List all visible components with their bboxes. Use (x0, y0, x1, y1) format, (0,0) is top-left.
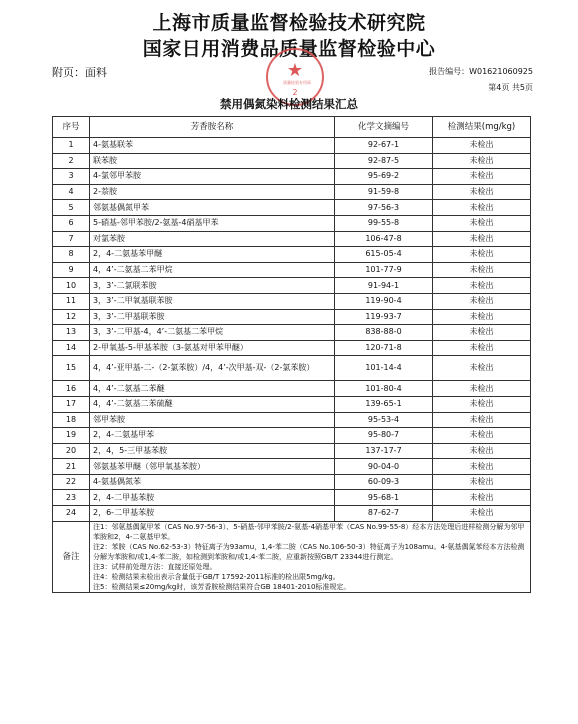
report-number: 报告编号：W01621060925 (429, 67, 533, 76)
amine-name: 邻氨基苯甲醚（邻甲氧基苯胺） (90, 459, 335, 475)
amine-name: 3，3’-二氯联苯胺 (90, 278, 335, 294)
test-result: 未检出 (433, 490, 531, 506)
amine-name: 4，4’-二氨基二苯硫醚 (90, 396, 335, 412)
cas-number: 90-04-0 (335, 459, 433, 475)
row-number: 14 (53, 340, 90, 356)
row-number: 4 (53, 184, 90, 200)
table-row (53, 506, 531, 522)
row-number: 11 (53, 293, 90, 309)
cas-number: 101-77-9 (335, 262, 433, 278)
row-number: 19 (53, 428, 90, 444)
column-header-no: 序号 (53, 117, 90, 138)
row-number: 21 (53, 459, 90, 475)
column-header-name: 芳香胺名称 (90, 117, 335, 138)
amine-name: 邻氨基偶氮甲苯 (90, 200, 335, 216)
row-number: 22 (53, 474, 90, 490)
test-result: 未检出 (433, 325, 531, 341)
amine-name: 2，4-二氨基甲苯 (90, 428, 335, 444)
note-3: 注3：试样前处理方法：直接还原处理。 (93, 562, 217, 571)
cas-number: 87-62-7 (335, 506, 433, 522)
table-row (53, 428, 531, 444)
amine-name: 3，3’-二甲氧基联苯胺 (90, 293, 335, 309)
test-result: 未检出 (433, 412, 531, 428)
test-result: 未检出 (433, 215, 531, 231)
test-result: 未检出 (433, 428, 531, 444)
row-number: 2 (53, 153, 90, 169)
cas-number: 120-71-8 (335, 340, 433, 356)
seal-number: 2 (292, 88, 298, 97)
table-row (53, 356, 531, 381)
cas-number: 101-14-4 (335, 356, 433, 381)
note-4: 注4：检测结果未检出表示含量低于GB/T 17592-2011标准的检出限5mg/kg。 (93, 572, 340, 581)
title-line-2: 国家日用消费品质量监督检验中心 (142, 38, 436, 60)
row-number: 20 (53, 443, 90, 459)
test-result: 未检出 (433, 184, 531, 200)
amine-name: 2，4-二氨基苯甲醚 (90, 247, 335, 263)
cas-number: 119-90-4 (335, 293, 433, 309)
table-row (53, 169, 531, 185)
table-row (53, 215, 531, 231)
table-row (53, 153, 531, 169)
table-row (53, 184, 531, 200)
amine-name: 邻甲苯胺 (90, 412, 335, 428)
table-row (53, 200, 531, 216)
test-result: 未检出 (433, 153, 531, 169)
column-header-cas: 化学文摘编号 (335, 117, 433, 138)
row-number: 1 (53, 138, 90, 154)
table-row (53, 396, 531, 412)
test-result: 未检出 (433, 340, 531, 356)
amine-name: 4，4’-亚甲基-二-（2-氯苯胺）/4，4’-次甲基-双-（2-氯苯胺） (90, 356, 335, 381)
row-number: 7 (53, 231, 90, 247)
table-row (53, 231, 531, 247)
test-result: 未检出 (433, 247, 531, 263)
table-title: 禁用偶氮染料检测结果汇总 (220, 97, 358, 111)
notes-row (53, 521, 531, 592)
amine-name: 对氯苯胺 (90, 231, 335, 247)
cas-number: 838-88-0 (335, 325, 433, 341)
test-result: 未检出 (433, 231, 531, 247)
cas-number: 119-93-7 (335, 309, 433, 325)
table-row (53, 247, 531, 263)
column-header-result: 检测结果(mg/kg) (433, 117, 531, 138)
seal-ring-text: 质量检验专用章 (283, 80, 311, 85)
table-header-row (53, 117, 531, 138)
cas-number: 95-80-7 (335, 428, 433, 444)
page-number: 第4页 共5页 (488, 83, 533, 92)
cas-number: 101-80-4 (335, 381, 433, 397)
cas-number: 137-17-7 (335, 443, 433, 459)
test-result: 未检出 (433, 396, 531, 412)
row-number: 18 (53, 412, 90, 428)
table-row (53, 490, 531, 506)
cas-number: 92-67-1 (335, 138, 433, 154)
cas-number: 60-09-3 (335, 474, 433, 490)
seal-star-icon: ★ (286, 60, 304, 81)
row-number: 8 (53, 247, 90, 263)
row-number: 15 (53, 356, 90, 381)
amine-name: 5-硝基-邻甲苯胺/2-氨基-4硝基甲苯 (90, 215, 335, 231)
results-table (52, 116, 531, 593)
cas-number: 91-94-1 (335, 278, 433, 294)
cas-number: 99-55-8 (335, 215, 433, 231)
attachment-label: 附页：面料 (52, 66, 107, 79)
cas-number: 139-65-1 (335, 396, 433, 412)
row-number: 10 (53, 278, 90, 294)
notes-label: 备注 (53, 521, 90, 592)
test-result: 未检出 (433, 169, 531, 185)
cas-number: 91-59-8 (335, 184, 433, 200)
amine-name: 2，4，5-三甲基苯胺 (90, 443, 335, 459)
table-row (53, 381, 531, 397)
amine-name: 2-甲氧基-5-甲基苯胺（3-氨基对甲苯甲醚） (90, 340, 335, 356)
table-row (53, 340, 531, 356)
row-number: 13 (53, 325, 90, 341)
cas-number: 615-05-4 (335, 247, 433, 263)
table-body (53, 138, 531, 522)
table-row (53, 138, 531, 154)
row-number: 16 (53, 381, 90, 397)
cas-number: 106-47-8 (335, 231, 433, 247)
test-result: 未检出 (433, 262, 531, 278)
amine-name: 4，4’-二氨基二苯甲烷 (90, 262, 335, 278)
title-line-1: 上海市质量监督检验技术研究院 (152, 12, 426, 34)
amine-name: 联苯胺 (90, 153, 335, 169)
amine-name: 4，4’-二氨基二苯醚 (90, 381, 335, 397)
cas-number: 92-87-5 (335, 153, 433, 169)
note-5: 注5：检测结果≤20mg/kg时，该芳香胺检测结果符合GB 18401-2010标准规定。 (93, 582, 351, 591)
amine-name: 4-氨基联苯 (90, 138, 335, 154)
row-number: 24 (53, 506, 90, 522)
amine-name: 2，4-二甲基苯胺 (90, 490, 335, 506)
cas-number: 97-56-3 (335, 200, 433, 216)
cas-number: 95-69-2 (335, 169, 433, 185)
amine-name: 2-萘胺 (90, 184, 335, 200)
test-result: 未检出 (433, 459, 531, 475)
notes-cell (90, 521, 531, 592)
row-number: 9 (53, 262, 90, 278)
table-row (53, 309, 531, 325)
test-result: 未检出 (433, 474, 531, 490)
table-row (53, 325, 531, 341)
row-number: 17 (53, 396, 90, 412)
table-row (53, 459, 531, 475)
note-1: 注1：邻氨基偶氮甲苯（CAS No.97-56-3）、5-硝基-邻甲苯胺/2-氨基-4硝基甲苯（CAS No.99-55-8）经本方法处理后进样检测分解为邻甲苯胺和2，4-二氨基甲苯。 (93, 522, 525, 541)
table-row (53, 443, 531, 459)
note-2: 注2：苯胺（CAS No.62-53-3）特征离子为93amu，1,4-苯二胺（CAS No.106-50-3）特征离子为108amu。4-氨基偶氮苯经本方法检测分解为苯胺和/或1,4-苯二胺，如检测到苯胺和/或1,4-苯二胺，应重新按照GB/T 23344进行测定。 (93, 542, 525, 561)
amine-name: 4-氯邻甲苯胺 (90, 169, 335, 185)
row-number: 12 (53, 309, 90, 325)
test-result: 未检出 (433, 381, 531, 397)
table-row (53, 293, 531, 309)
test-result: 未检出 (433, 443, 531, 459)
test-result: 未检出 (433, 309, 531, 325)
test-result: 未检出 (433, 138, 531, 154)
cas-number: 95-53-4 (335, 412, 433, 428)
cas-number: 95-68-1 (335, 490, 433, 506)
test-result: 未检出 (433, 293, 531, 309)
amine-name: 4-氨基偶氮苯 (90, 474, 335, 490)
amine-name: 3，3’-二甲基联苯胺 (90, 309, 335, 325)
table-row (53, 412, 531, 428)
amine-name: 2，6-二甲基苯胺 (90, 506, 335, 522)
amine-name: 3，3’-二甲基-4，4’-二氨基二苯甲烷 (90, 325, 335, 341)
test-result: 未检出 (433, 506, 531, 522)
test-result: 未检出 (433, 200, 531, 216)
table-row (53, 474, 531, 490)
row-number: 3 (53, 169, 90, 185)
table-row (53, 262, 531, 278)
table-row (53, 278, 531, 294)
row-number: 23 (53, 490, 90, 506)
row-number: 5 (53, 200, 90, 216)
test-result: 未检出 (433, 356, 531, 381)
test-result: 未检出 (433, 278, 531, 294)
row-number: 6 (53, 215, 90, 231)
